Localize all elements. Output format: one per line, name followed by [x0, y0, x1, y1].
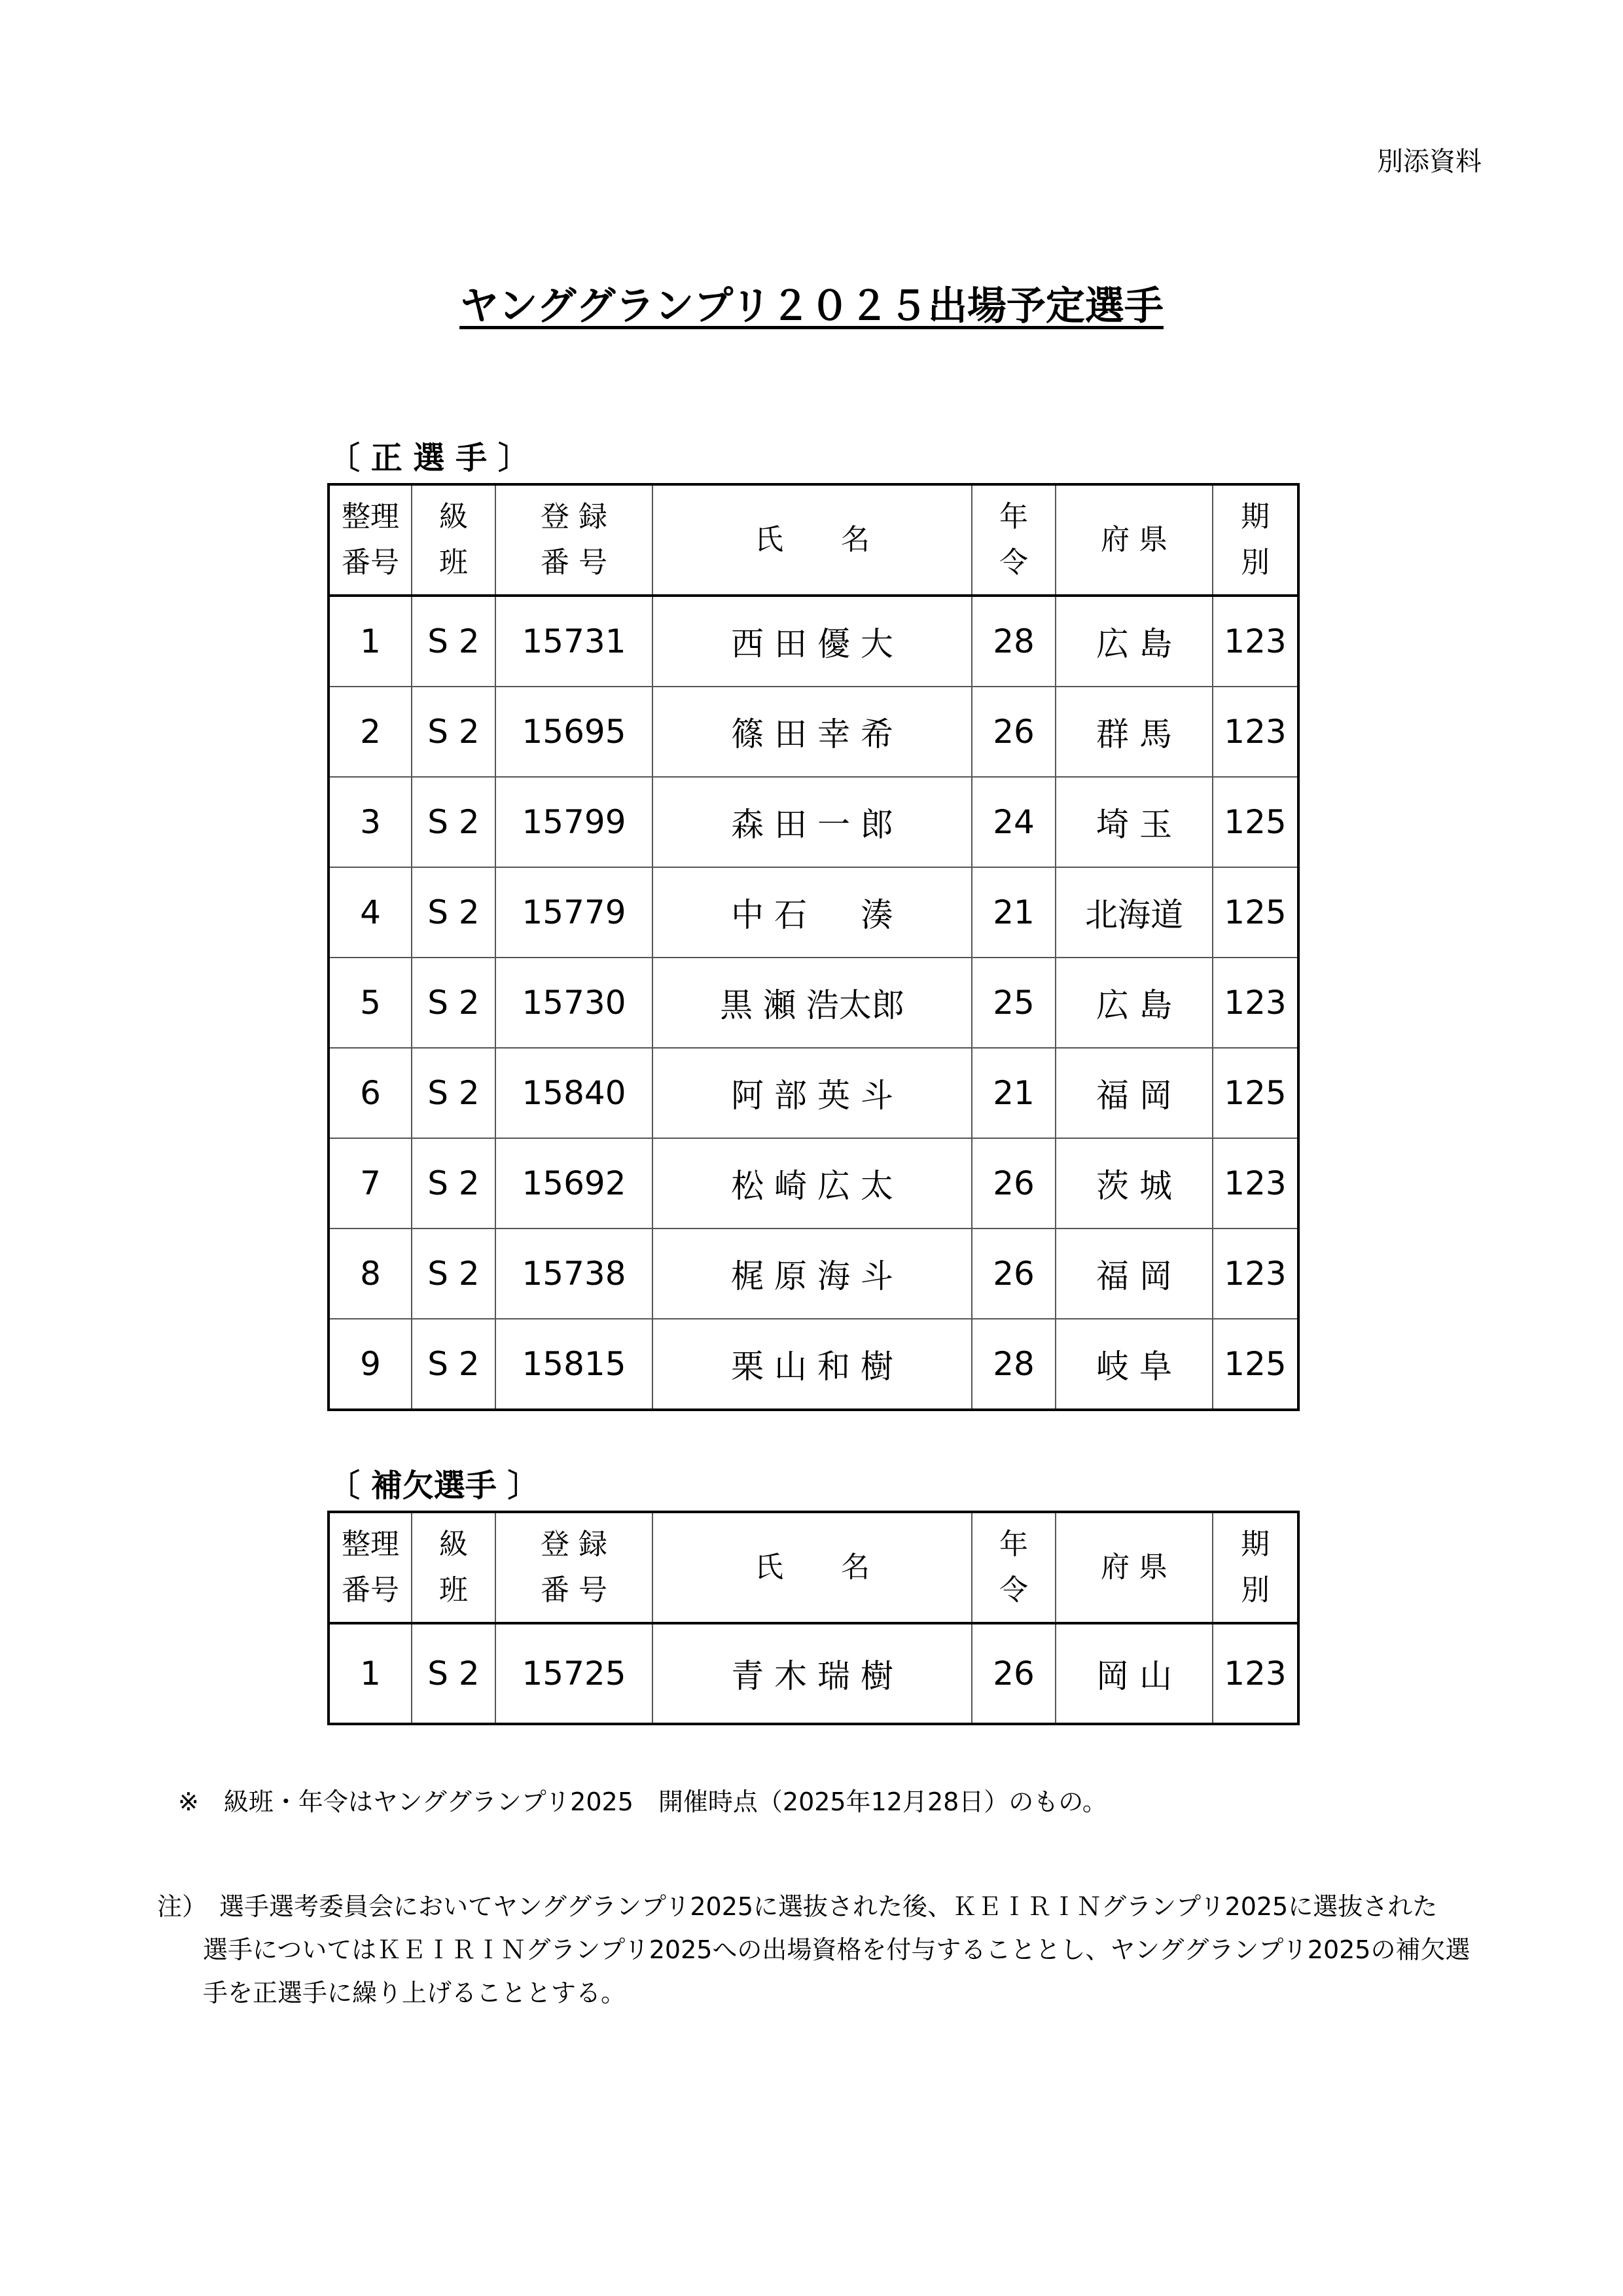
- cell-name: 中 石 湊: [652, 867, 972, 958]
- cell-name: 西 田 優 大: [652, 596, 972, 687]
- cell-age: 21: [972, 1048, 1056, 1138]
- page-title-text: ヤンググランプリ２０２５出場予定選手: [459, 283, 1164, 329]
- cell-class: S 2: [412, 1048, 495, 1138]
- cell-class: S 2: [412, 687, 495, 777]
- table-row: [329, 1623, 1298, 1723]
- cell-reg-no: 15695: [495, 687, 652, 777]
- cell-term: 125: [1213, 777, 1298, 867]
- cell-reg-no: 15840: [495, 1048, 652, 1138]
- cell-class: S 2: [412, 958, 495, 1048]
- col-header-age: 年 令: [972, 485, 1056, 596]
- col-header-seq: 整理 番号: [329, 485, 412, 596]
- table-row: [329, 958, 1298, 1048]
- cell-pref: 広 島: [1056, 596, 1213, 687]
- page-title: [0, 281, 1623, 331]
- cell-reg-no: 15730: [495, 958, 652, 1048]
- regular-riders-table: [329, 484, 1298, 1410]
- cell-class: S 2: [412, 777, 495, 867]
- col-header-class: 級 班: [412, 485, 495, 596]
- cell-age: 28: [972, 596, 1056, 687]
- cell-reg-no: 15731: [495, 596, 652, 687]
- cell-seq: 1: [329, 596, 412, 687]
- cell-pref: 茨 城: [1056, 1138, 1213, 1229]
- cell-reg-no: 15692: [495, 1138, 652, 1229]
- cell-pref: 岐 阜: [1056, 1319, 1213, 1409]
- regular-riders-heading: 〔 正 選 手 〕: [329, 440, 529, 476]
- cell-seq: 8: [329, 1229, 412, 1319]
- cell-name: 梶 原 海 斗: [652, 1229, 972, 1319]
- cell-class: S 2: [412, 1623, 495, 1723]
- reserve-riders-heading: 〔 補欠選手 〕: [329, 1467, 539, 1504]
- cell-age: 26: [972, 687, 1056, 777]
- cell-name: 黒 瀬 浩太郎: [652, 958, 972, 1048]
- cell-reg-no: 15799: [495, 777, 652, 867]
- cell-name: 森 田 一 郎: [652, 777, 972, 867]
- cell-term: 123: [1213, 1229, 1298, 1319]
- cell-age: 21: [972, 867, 1056, 958]
- cell-term: 123: [1213, 687, 1298, 777]
- cell-term: 123: [1213, 958, 1298, 1048]
- cell-class: S 2: [412, 1138, 495, 1229]
- table-row: [329, 1229, 1298, 1319]
- table-header-row: [329, 1513, 1298, 1623]
- cell-class: S 2: [412, 1229, 495, 1319]
- cell-name: 松 崎 広 太: [652, 1138, 972, 1229]
- cell-reg-no: 15738: [495, 1229, 652, 1319]
- col-header-term: 期 別: [1213, 485, 1298, 596]
- cell-pref: 埼 玉: [1056, 777, 1213, 867]
- col-header-age: 年 令: [972, 1513, 1056, 1623]
- cell-age: 26: [972, 1229, 1056, 1319]
- cell-term: 123: [1213, 596, 1298, 687]
- note-line: 注） 選手選考委員会においてヤンググランプリ2025に選抜された後、ＫＥＩＲＩＮグランプリ2025に選抜された: [157, 1892, 1438, 1921]
- note-line: 手を正選手に繰り上げることとする。: [203, 1979, 626, 2007]
- cell-seq: 6: [329, 1048, 412, 1138]
- cell-term: 125: [1213, 867, 1298, 958]
- cell-age: 26: [972, 1623, 1056, 1723]
- cell-name: 阿 部 英 斗: [652, 1048, 972, 1138]
- col-header-pref: 府 県: [1056, 1513, 1213, 1623]
- attachment-label: 別添資料: [1377, 147, 1482, 177]
- table-row: [329, 1138, 1298, 1229]
- cell-age: 28: [972, 1319, 1056, 1409]
- cell-pref: 群 馬: [1056, 687, 1213, 777]
- table-row: [329, 596, 1298, 687]
- cell-age: 24: [972, 777, 1056, 867]
- cell-reg-no: 15815: [495, 1319, 652, 1409]
- table-row: [329, 867, 1298, 958]
- footnote: ※ 級班・年令はヤンググランプリ2025 開催時点（2025年12月28日）のもの。: [178, 1787, 1107, 1816]
- col-header-name: 氏 名: [652, 1513, 972, 1623]
- cell-name: 栗 山 和 樹: [652, 1319, 972, 1409]
- cell-pref: 岡 山: [1056, 1623, 1213, 1723]
- cell-seq: 1: [329, 1623, 412, 1723]
- col-header-seq: 整理 番号: [329, 1513, 412, 1623]
- col-header-term: 期 別: [1213, 1513, 1298, 1623]
- reserve-riders-table: [329, 1512, 1298, 1724]
- cell-seq: 7: [329, 1138, 412, 1229]
- cell-seq: 5: [329, 958, 412, 1048]
- table-row: [329, 1319, 1298, 1409]
- cell-term: 125: [1213, 1319, 1298, 1409]
- cell-reg-no: 15725: [495, 1623, 652, 1723]
- cell-age: 26: [972, 1138, 1056, 1229]
- cell-seq: 3: [329, 777, 412, 867]
- cell-term: 123: [1213, 1138, 1298, 1229]
- cell-reg-no: 15779: [495, 867, 652, 958]
- table-header-row: [329, 485, 1298, 596]
- col-header-reg-no: 登 録 番 号: [495, 1513, 652, 1623]
- table-row: [329, 777, 1298, 867]
- cell-seq: 4: [329, 867, 412, 958]
- cell-class: S 2: [412, 867, 495, 958]
- cell-name: 青 木 瑞 樹: [652, 1623, 972, 1723]
- cell-class: S 2: [412, 596, 495, 687]
- cell-pref: 福 岡: [1056, 1048, 1213, 1138]
- cell-name: 篠 田 幸 希: [652, 687, 972, 777]
- cell-pref: 北海道: [1056, 867, 1213, 958]
- cell-seq: 2: [329, 687, 412, 777]
- cell-pref: 福 岡: [1056, 1229, 1213, 1319]
- cell-term: 125: [1213, 1048, 1298, 1138]
- col-header-pref: 府 県: [1056, 485, 1213, 596]
- cell-term: 123: [1213, 1623, 1298, 1723]
- note-line: 選手についてはＫＥＩＲＩＮグランプリ2025への出場資格を付与することとし、ヤンググランプリ2025の補欠選: [203, 1935, 1471, 1964]
- selection-note: [157, 1885, 1471, 2015]
- col-header-class: 級 班: [412, 1513, 495, 1623]
- cell-pref: 広 島: [1056, 958, 1213, 1048]
- cell-class: S 2: [412, 1319, 495, 1409]
- table-row: [329, 687, 1298, 777]
- cell-age: 25: [972, 958, 1056, 1048]
- cell-seq: 9: [329, 1319, 412, 1409]
- col-header-reg-no: 登 録 番 号: [495, 485, 652, 596]
- table-row: [329, 1048, 1298, 1138]
- col-header-name: 氏 名: [652, 485, 972, 596]
